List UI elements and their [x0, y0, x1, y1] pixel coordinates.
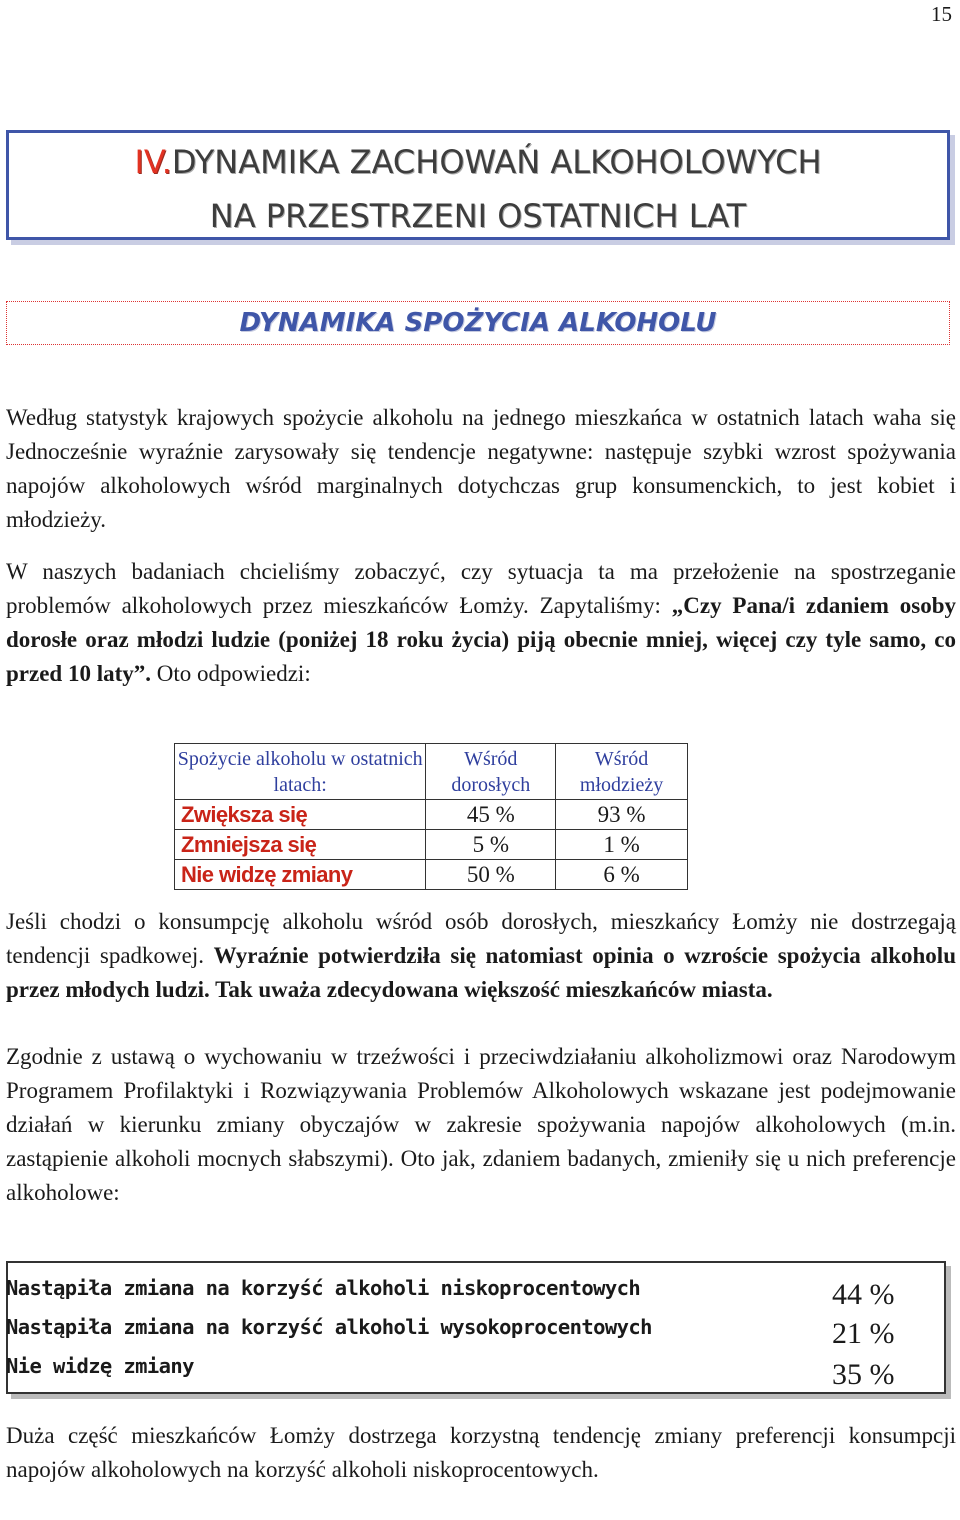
table-header-cell: Wśród młodzieży [556, 744, 688, 800]
table-header-row [175, 744, 688, 800]
paragraph-question [6, 555, 956, 691]
table-header-cell: Spożycie alkoholu w ostatnich latach: [175, 744, 426, 800]
paragraph-intro: Według statystyk krajowych spożycie alkoholu na jednego mieszkańca w ostatnich latach waha się Jednocześnie wyraźnie zarysowały się tendencje negatywne: następuje szybki wzrost spożywania napojów alkoholowych wśród marginalnych dotychczas grup konsumenckich, to jest kobiet i młodzieży. [6, 405, 956, 532]
chapter-heading [6, 130, 950, 240]
youth-value: 1 % [556, 830, 688, 860]
section-title: DYNAMIKA SPOŻYCIA ALKOHOLU [6, 301, 950, 345]
row-label: Nie widzę zmiany [175, 860, 426, 890]
adults-value: 50 % [426, 860, 556, 890]
adults-value: 45 % [426, 800, 556, 830]
table-row [175, 800, 688, 830]
paragraph-law: Zgodnie z ustawą o wychowaniu w trzeźwości i przeciwdziałaniu alkoholizmowi oraz Narodowym Programem Profilaktyki i Rozwiązywania Problemów Alkoholowych wskazane jest podejmowanie działań w kierunku zmiany obyczajów w zakresie spożywania napojów alkoholowych (m.in. zastąpienie alkoholi mocnych słabszymi). Oto jak, zdaniem badanych, zmieniły się u nich preferencje alkoholowe: [6, 1044, 956, 1205]
paragraph-conclusion: Duża część mieszkańców Łomży dostrzega korzystną tendencję zmiany preferencji konsumpcji napojów alkoholowych na korzyść alkoholi niskoprocentowych. [6, 1423, 956, 1482]
adults-value: 5 % [426, 830, 556, 860]
row-value: 44 % [832, 1278, 895, 1311]
page-number: 15 [931, 2, 952, 26]
chapter-title-line2: NA PRZESTRZENI OSTATNICH LAT [209, 197, 747, 235]
youth-value: 93 % [556, 800, 688, 830]
youth-value: 6 % [556, 860, 688, 890]
row-value: 35 % [832, 1358, 895, 1391]
row-label: Nastąpiła zmiana na korzyść alkoholi wysokoprocentowych [6, 1315, 652, 1339]
consumption-table [174, 743, 688, 890]
row-label: Nie widzę zmiany [6, 1354, 194, 1378]
chapter-number: IV. [134, 143, 172, 181]
findings-text: Jeśli chodzi o konsumpcję alkoholu wśród osób dorosłych, mieszkańcy Łomży nie dostrzegają tendencji spadkowej. [6, 909, 956, 968]
row-value: 21 % [832, 1317, 895, 1350]
paragraph-findings [6, 905, 956, 1007]
survey-question: „Czy Pana/i zdaniem osoby dorosłe oraz młodzi ludzie (poniżej 18 roku życia) piją obecnie mniej, więcej czy tyle samo, co przed 10 laty”. [6, 593, 957, 686]
row-label: Zmniejsza się [175, 830, 426, 860]
row-label: Zwiększa się [175, 800, 426, 830]
findings-emphasis: Wyraźnie potwierdziła się natomiast opinia o wzroście spożycia alkoholu przez młodych ludzi. Tak uważa zdecydowana większość mieszkańców miasta. [6, 943, 956, 1002]
row-label: Nastąpiła zmiana na korzyść alkoholi niskoprocentowych [6, 1276, 641, 1300]
table-header-cell: Wśród dorosłych [426, 744, 556, 800]
question-outro: Oto odpowiedzi: [151, 661, 311, 686]
table-row [175, 860, 688, 890]
chapter-title-line1: DYNAMIKA ZACHOWAŃ ALKOHOLOWYCH [171, 143, 822, 181]
question-intro: W naszych badaniach chcieliśmy zobaczyć, czy sytuacja ta ma przełożenie na spostrzeganie problemów alkoholowych przez mieszkańców Łomży. Zapytaliśmy: [6, 559, 956, 618]
table-row [175, 830, 688, 860]
